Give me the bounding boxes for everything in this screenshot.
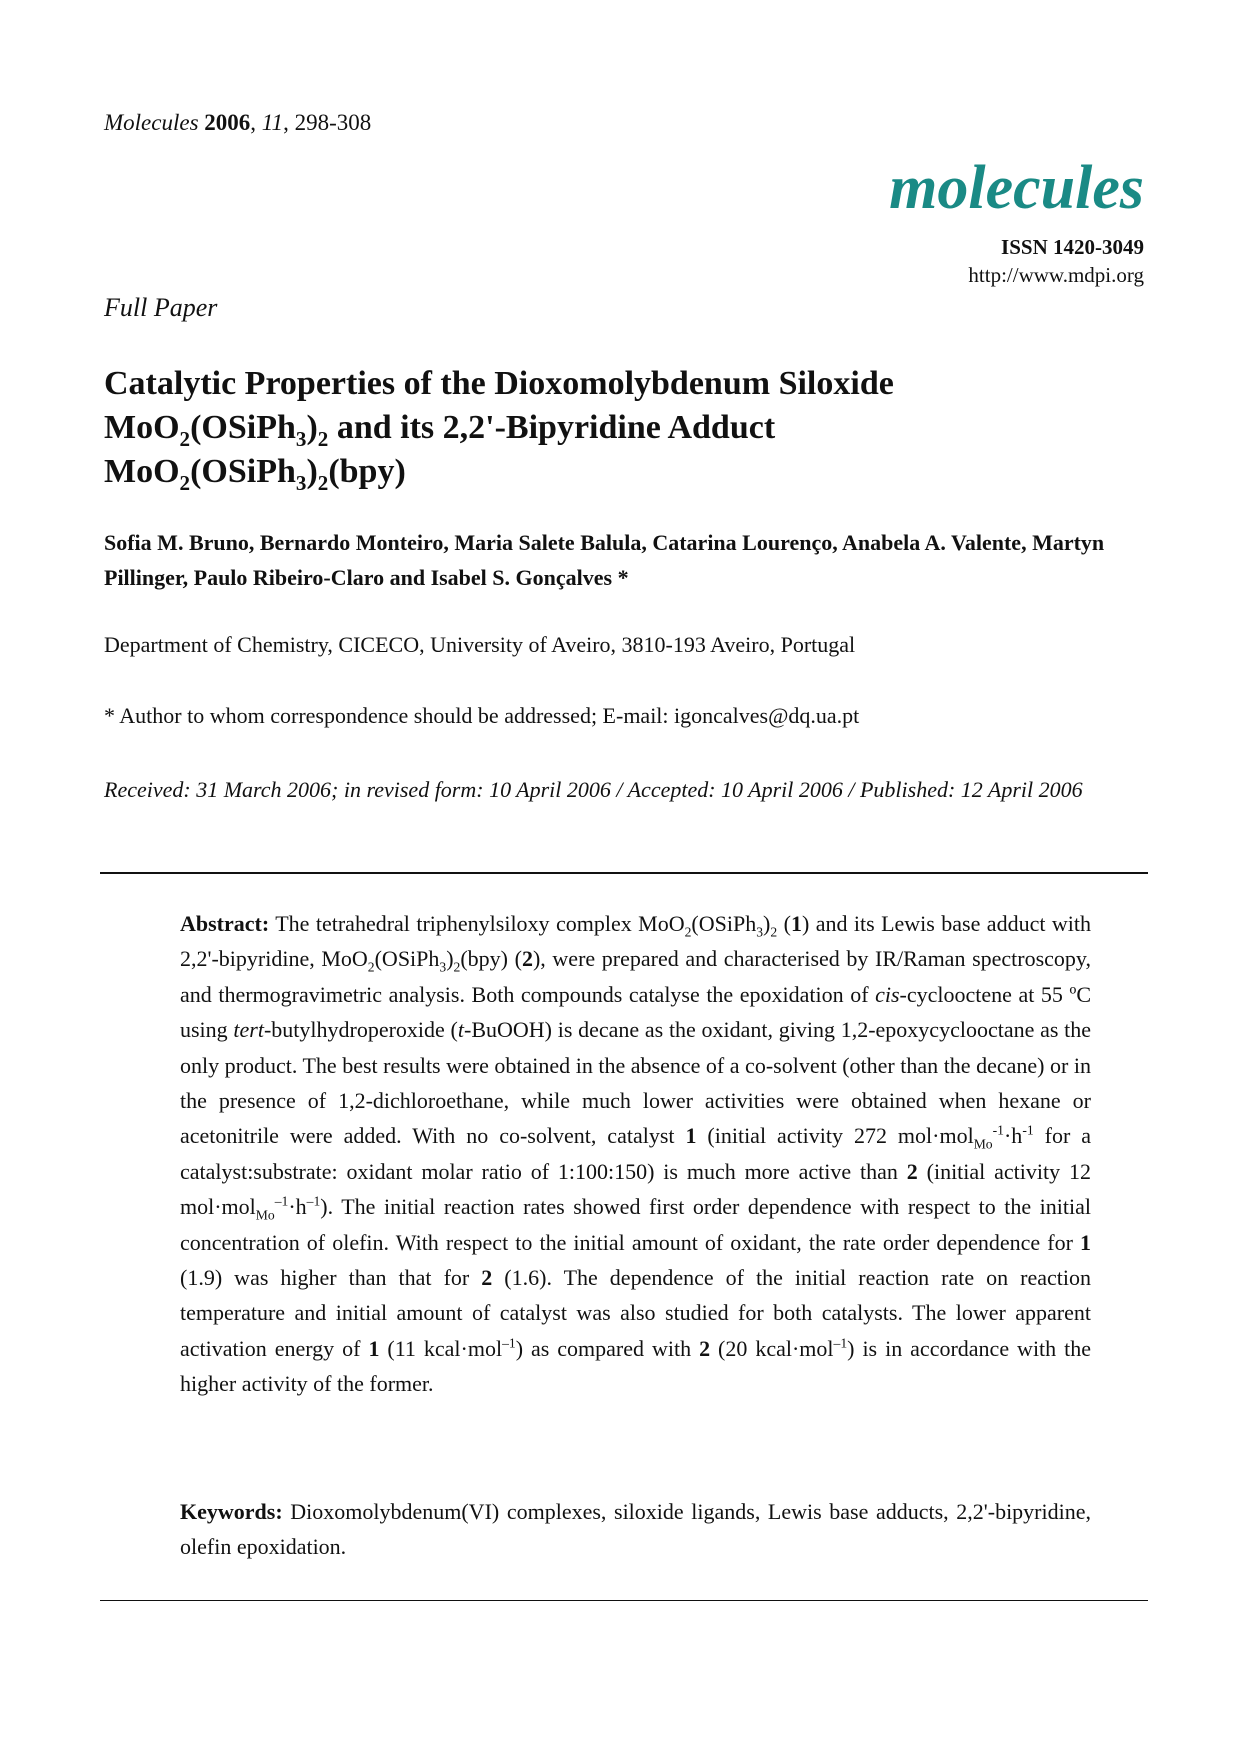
- paper-type: Full Paper: [104, 293, 218, 322]
- top-divider: [100, 872, 1148, 874]
- issn: ISSN 1420-3049: [1001, 235, 1144, 259]
- journal-volume: 11: [261, 110, 284, 135]
- paper-title: Catalytic Properties of the Dioxomolybdenum Siloxide $MoO_2(OSiPh_3)_2$ and its 2,2'-Bipyridine Adduct $MoO_2(OSiPh_3)_2(bpy)$: [104, 365, 894, 495]
- publication-dates: Received: 31 March 2006; in revised form: 10 April 2006 / Accepted: 10 April 2006 / Published: 12 April 2006: [104, 777, 1083, 802]
- journal-url[interactable]: http://www.mdpi.org: [968, 263, 1144, 287]
- abstract: Abstract: The tetrahedral triphenylsiloxy complex $MoO_2(OSiPh_3)_2$ (1) and its Lewis base adduct with 2,2'-bipyridine, $MoO_2(OSiPh_3)_2(bpy)$ (2), were prepared and characterised by IR/Raman spectroscopy, and thermogravimetric analysis. Both compounds catalyse the epoxidation of cis-cyclooctene at 55 ºC using tert-butylhydroperoxide (t-BuOOH) is decane as the oxidant, giving 1,2-epoxycyclooctane as the only product. The best results were obtained in the absence of a co-solvent (other than the decane) or in the presence of 1,2-dichloroethane, while much lower activities were obtained when hexane or acetonitrile were added. With no co-solvent, catalyst 1 (initial activity 272 $mol\cdot mol_{Mo}^{-1}\cdot h^{-1}$ for a catalyst:substrate: oxidant molar ratio of 1:100:150) is much more active than 2 (initial activity 12 $mol\cdot mol_{Mo}^{-1}\cdot h^{-1}$). The initial reaction rates showed first order dependence with respect to the initial concentration of olefin. With respect to the initial amount of oxidant, the rate order dependence for 1 (1.9) was higher than that for 2 (1.6). The dependence of the initial reaction rate on reaction temperature and initial amount of catalyst was also studied for both catalysts. The lower apparent activation energy of 1 (11 kcal·mol$^{-1}$) as compared with 2 (20 kcal·mol$^{-1}$) is in accordance with the higher activity of the former.: [180, 911, 1092, 1397]
- bottom-divider: [100, 1600, 1148, 1601]
- affiliation: Department of Chemistry, CICECO, University of Aveiro, 3810-193 Aveiro, Portugal: [104, 632, 856, 657]
- journal-pages: 298-308: [294, 110, 372, 135]
- journal-name: Molecules: [104, 110, 199, 135]
- abstract-label: Abstract:: [180, 911, 270, 936]
- correspondence: * Author to whom correspondence should be addressed; E-mail: igoncalves@dq.ua.pt: [104, 703, 860, 728]
- author-list: Sofia M. Bruno, Bernardo Monteiro, Maria Salete Balula, Catarina Lourenço, Anabela A. Valente, Martyn Pillinger, Paulo Ribeiro-Claro and Isabel S. Gonçalves *: [104, 530, 1105, 590]
- keywords: [180, 1494, 1091, 1565]
- keywords-text: Dioxomolybdenum(VI) complexes, siloxide ligands, Lewis base adducts, 2,2'-bipyridine, olefin epoxidation.: [180, 1499, 1091, 1560]
- journal-year: 2006: [204, 110, 251, 135]
- journal-logo: molecules: [889, 154, 1144, 222]
- keywords-label: Keywords:: [180, 1499, 283, 1524]
- citation-line: Molecules 2006, 11, 298-308: [104, 110, 372, 135]
